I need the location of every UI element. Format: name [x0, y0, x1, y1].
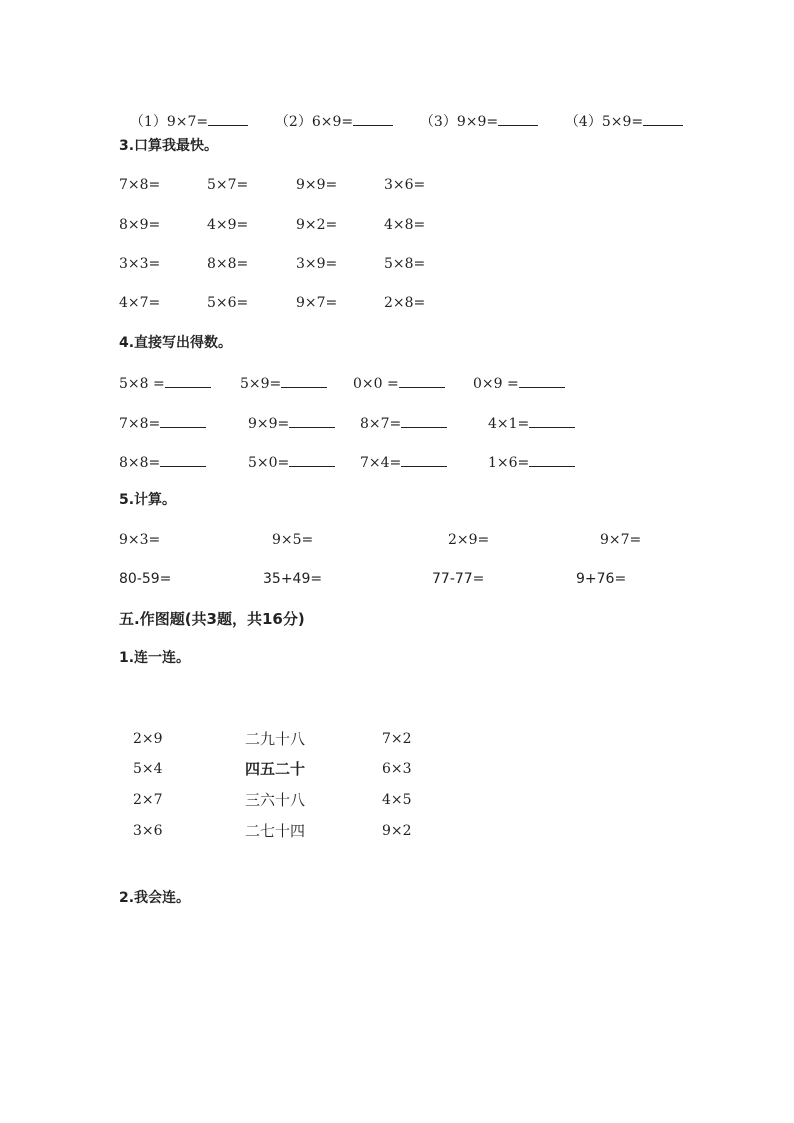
- problem: 9×2=: [296, 217, 338, 233]
- answer-blank[interactable]: [643, 113, 683, 126]
- problem-text: 7×8=: [119, 416, 161, 432]
- match-right-item[interactable]: 4×5: [382, 792, 412, 808]
- fill-problem: [240, 375, 327, 391]
- problem: 77-77=: [432, 571, 485, 587]
- section-3-title: 3.口算我最快。: [119, 138, 219, 154]
- problem: 8×8=: [207, 256, 249, 272]
- problem: 9×5=: [272, 532, 314, 548]
- section-4-title: 4.直接写出得数。: [119, 335, 233, 351]
- problem: 9+76=: [576, 571, 627, 587]
- answer-blank[interactable]: [529, 454, 575, 467]
- problem: 5×6=: [207, 295, 249, 311]
- problem: 3×6=: [384, 177, 426, 193]
- match-middle-item[interactable]: 二九十八: [245, 730, 306, 748]
- section-5-title: 5.计算。: [119, 492, 177, 508]
- fill-label: （1）9×7=: [129, 114, 209, 130]
- problem: 35+49=: [263, 571, 323, 587]
- problem: 9×7=: [600, 532, 642, 548]
- match-right-item[interactable]: 9×2: [382, 823, 412, 839]
- answer-blank[interactable]: [401, 415, 447, 428]
- fill-problem: [473, 375, 565, 391]
- problem: 2×8=: [384, 295, 426, 311]
- answer-blank[interactable]: [208, 113, 248, 126]
- answer-blank[interactable]: [165, 375, 211, 388]
- fill-item-2: [266, 99, 393, 129]
- fill-problem: [360, 415, 447, 431]
- problem-text: 1×6=: [488, 455, 530, 471]
- fill-problem: [119, 415, 206, 431]
- fill-problem: [360, 454, 447, 470]
- fill-item-1: [121, 99, 248, 129]
- match-right-item[interactable]: 6×3: [382, 761, 412, 777]
- problem-text: 7×4=: [360, 455, 402, 471]
- match-middle-item[interactable]: 二七十四: [245, 822, 306, 840]
- answer-blank[interactable]: [399, 375, 445, 388]
- question-2-title: 2.我会连。: [119, 890, 191, 906]
- answer-blank[interactable]: [529, 415, 575, 428]
- answer-blank[interactable]: [160, 454, 206, 467]
- answer-blank[interactable]: [353, 113, 393, 126]
- problem: 9×7=: [296, 295, 338, 311]
- fill-label: （4）5×9=: [564, 114, 644, 130]
- fill-problem: [488, 415, 575, 431]
- problem: 4×8=: [384, 217, 426, 233]
- answer-blank[interactable]: [281, 375, 327, 388]
- answer-blank[interactable]: [289, 415, 335, 428]
- match-right-item[interactable]: 7×2: [382, 731, 412, 747]
- answer-blank[interactable]: [289, 454, 335, 467]
- question-1-title: 1.连一连。: [119, 650, 191, 666]
- fill-label: （3）9×9=: [419, 114, 499, 130]
- problem-text: 8×7=: [360, 416, 402, 432]
- problem-text: 9×9=: [248, 416, 290, 432]
- problem: 3×9=: [296, 256, 338, 272]
- problem: 5×8=: [384, 256, 426, 272]
- answer-blank[interactable]: [519, 375, 565, 388]
- fill-problem: [119, 454, 206, 470]
- problem: 9×9=: [296, 177, 338, 193]
- problem-text: 5×9=: [240, 376, 282, 392]
- answer-blank[interactable]: [160, 415, 206, 428]
- fill-problem: [353, 375, 445, 391]
- problem-text: 0×0 =: [353, 376, 399, 392]
- answer-blank[interactable]: [401, 454, 447, 467]
- match-left-item[interactable]: 5×4: [133, 761, 163, 777]
- match-middle-item[interactable]: 三六十八: [245, 791, 306, 809]
- problem-text: 4×1=: [488, 416, 530, 432]
- match-left-item[interactable]: 2×7: [133, 792, 163, 808]
- problem-text: 5×8 =: [119, 376, 165, 392]
- problem: 2×9=: [448, 532, 490, 548]
- problem: 4×9=: [207, 217, 249, 233]
- problem: 4×7=: [119, 295, 161, 311]
- problem: 3×3=: [119, 256, 161, 272]
- problem-text: 0×9 =: [473, 376, 519, 392]
- problem: 8×9=: [119, 217, 161, 233]
- fill-problem: [248, 454, 335, 470]
- fill-label: （2）6×9=: [274, 114, 354, 130]
- fill-item-4: [556, 99, 683, 129]
- problem: 80-59=: [119, 571, 172, 587]
- problem: 5×7=: [207, 177, 249, 193]
- match-middle-item[interactable]: 四五二十: [245, 760, 306, 778]
- problem-text: 5×0=: [248, 455, 290, 471]
- fill-problem: [119, 375, 211, 391]
- match-left-item[interactable]: 2×9: [133, 731, 163, 747]
- problem: 9×3=: [119, 532, 161, 548]
- fill-item-3: [411, 99, 538, 129]
- problem: 7×8=: [119, 177, 161, 193]
- fill-problem: [248, 415, 335, 431]
- answer-blank[interactable]: [498, 113, 538, 126]
- part-5-heading: 五.作图题(共3题，共16分): [119, 610, 305, 628]
- problem-text: 8×8=: [119, 455, 161, 471]
- match-left-item[interactable]: 3×6: [133, 823, 163, 839]
- fill-problem: [488, 454, 575, 470]
